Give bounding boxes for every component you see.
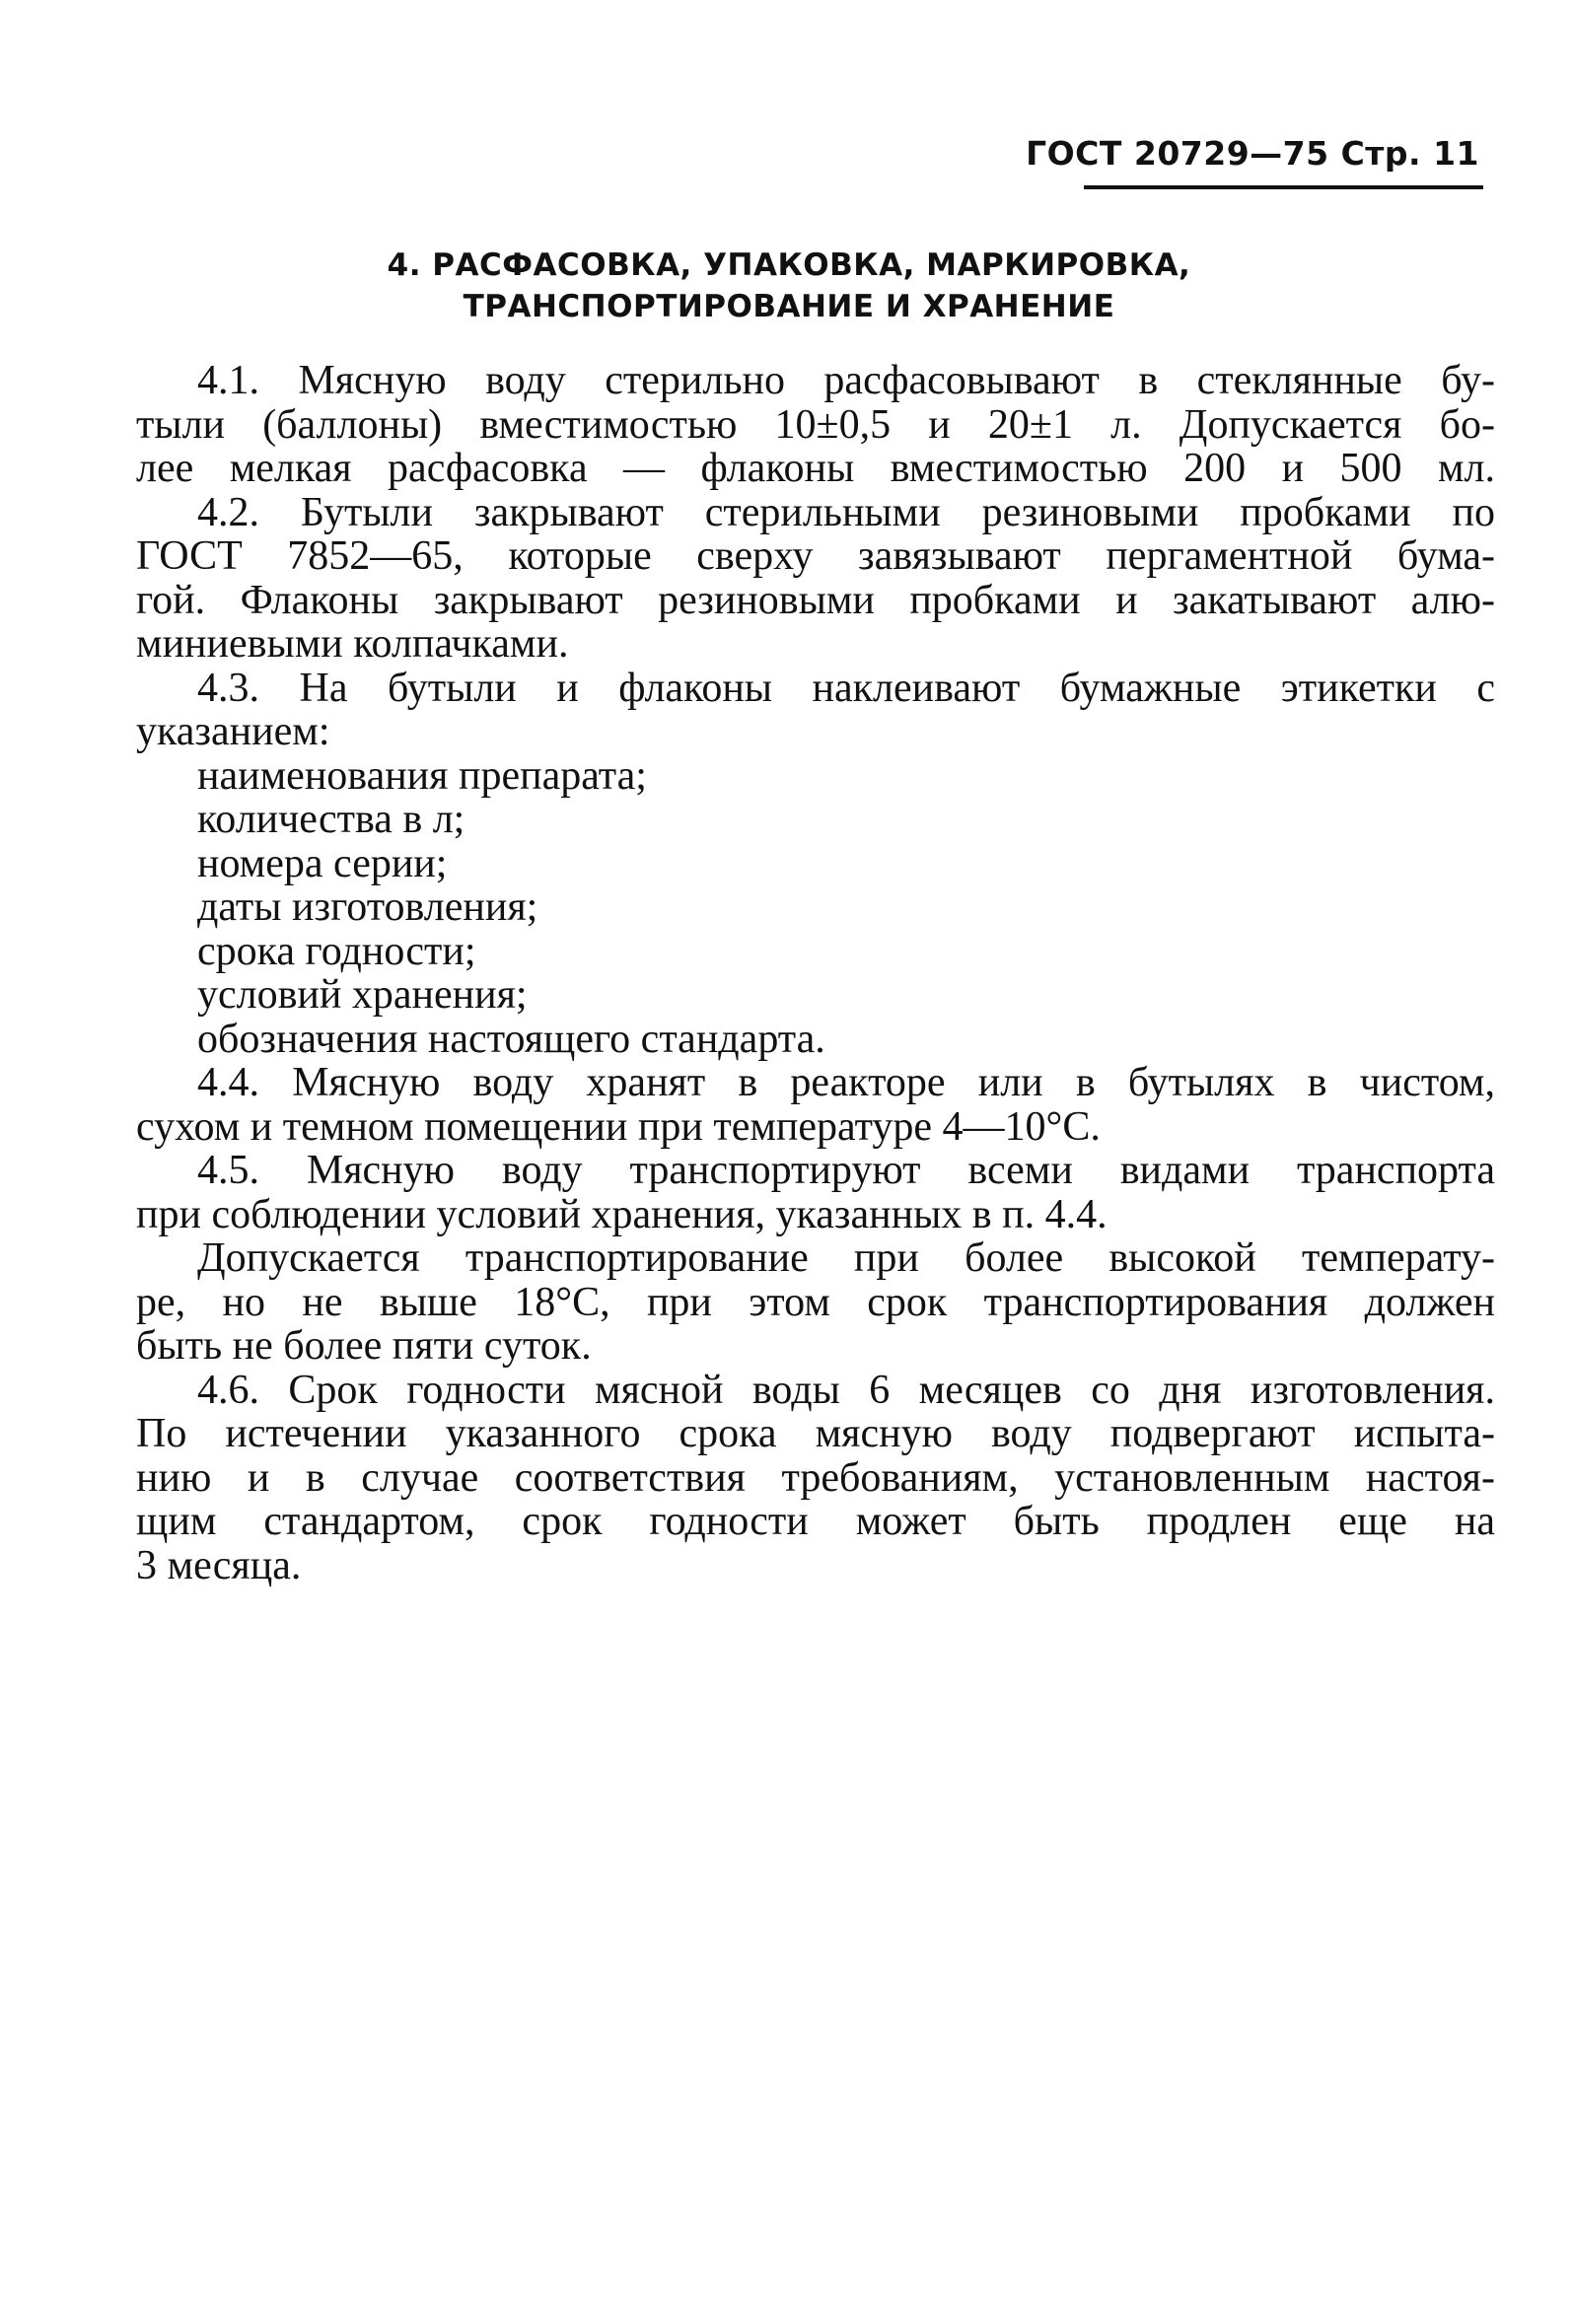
paragraph-4-5-note <box>136 1236 1495 1369</box>
text-line: По истечении указанного срока мясную воду подвергают испыта- <box>136 1411 1495 1456</box>
text-line: 4.4. Мясную воду хранят в реакторе или в бутылях в чистом, <box>197 1060 1495 1105</box>
text-line: ре, но не выше 18°С, при этом срок транспортирования должен <box>136 1279 1495 1325</box>
text-line: сухом и темном помещении при температуре 4—10°С. <box>136 1103 1101 1150</box>
text-line: Допускается транспортирование при более высокой температу- <box>197 1235 1495 1281</box>
list-item: номера серии; <box>197 840 448 886</box>
section-heading <box>296 245 1282 327</box>
text-line: гой. Флаконы закрывают резиновыми пробками и закатывают алю- <box>136 577 1495 623</box>
header-rule <box>1084 185 1483 189</box>
text-line: 4.2. Бутыли закрывают стерильными резиновыми пробками по <box>197 489 1495 535</box>
paragraph-4-3 <box>136 667 1495 754</box>
text-line: ГОСТ 7852—65, которые сверху завязывают пергаментной бума- <box>136 533 1495 579</box>
text-line: 3 месяца. <box>136 1542 302 1588</box>
text-line: щим стандартом, срок годности может быть продлен еще на <box>136 1499 1495 1544</box>
running-head: ГОСТ 20729—75 Стр. 11 <box>1026 134 1479 173</box>
text-line: 4.5. Мясную воду транспортируют всеми видами транспорта <box>197 1148 1495 1193</box>
list-item: обозначения настоящего стандарта. <box>197 1016 825 1062</box>
list-item: даты изготовления; <box>197 884 538 930</box>
paragraph-4-2 <box>136 491 1495 667</box>
body-text <box>136 359 1495 1587</box>
text-line: 4.6. Срок годности мясной воды 6 месяцев со дня изготовления. <box>197 1367 1495 1413</box>
text-line: быть не более пяти суток. <box>136 1323 592 1369</box>
paragraph-4-6 <box>136 1369 1495 1588</box>
text-line: 4.1. Мясную воду стерильно расфасовывают в стеклянные бу- <box>197 358 1495 403</box>
text-line: при соблюдении условий хранения, указанных в п. 4.4. <box>136 1191 1108 1237</box>
paragraph-4-5 <box>136 1149 1495 1236</box>
paragraph-4-4 <box>136 1061 1495 1149</box>
text-line: тыли (баллоны) вместимостью 10±0,5 и 20±1 л. Допускается бо- <box>136 401 1495 448</box>
text-line: миниевыми колпачками. <box>136 621 569 667</box>
section-title-line-1: 4. РАСФАСОВКА, УПАКОВКА, МАРКИРОВКА, <box>387 247 1191 283</box>
list-item: количества в л; <box>197 797 465 842</box>
text-line: 4.3. На бутыли и флаконы наклеивают бумажные этикетки с <box>197 665 1495 711</box>
text-line: нию и в случае соответствия требованиям, установленным настоя- <box>136 1454 1495 1501</box>
text-line: лее мелкая расфасовка — флаконы вместимостью 200 и 500 мл. <box>136 446 1495 491</box>
list-item: условий хранения; <box>197 972 528 1018</box>
section-title-line-2: ТРАНСПОРТИРОВАНИЕ И ХРАНЕНИЕ <box>463 289 1115 324</box>
paragraph-4-1 <box>136 359 1495 491</box>
label-requirements-list <box>136 754 1495 1062</box>
text-line: указанием: <box>136 709 330 754</box>
list-item: срока годности; <box>197 928 476 974</box>
list-item: наименования препарата; <box>197 752 647 799</box>
